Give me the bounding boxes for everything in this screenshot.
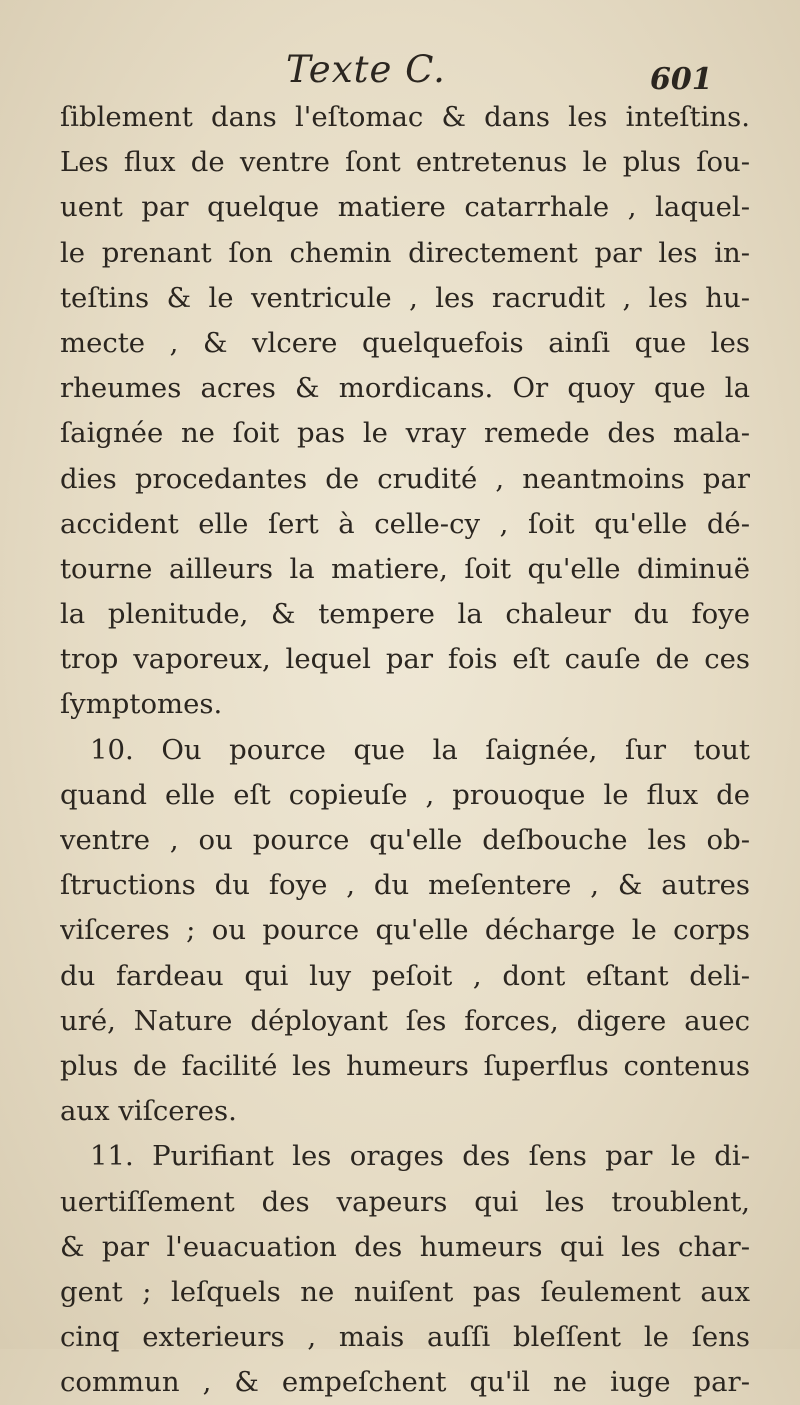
text-line: le prenant ſon chemin directement par les in- xyxy=(60,236,750,269)
text-line: dies procedantes de crudité , neantmoins par xyxy=(60,462,750,495)
text-line: viſceres ; ou pource qu'elle décharge le corps xyxy=(60,914,750,947)
text-line: trop vaporeux, lequel par fois eſt cauſe de ces xyxy=(60,643,750,676)
text-line: ſymptomes. xyxy=(60,688,223,721)
paragraph-start-line: 10. Ou pource que la ſaignée, ſur tout xyxy=(90,733,750,766)
text-line: rheumes acres & mordicans. Or quoy que la xyxy=(60,372,750,405)
text-line: uent par quelque matiere catarrhale , laquel- xyxy=(60,191,750,224)
text-line: gent ; leſquels ne nuiſent pas ſeulement aux xyxy=(60,1275,750,1308)
text-line: tourne ailleurs la matiere, ſoit qu'elle diminuë xyxy=(60,552,750,585)
text-line: plus de facilité les humeurs ſuperflus contenus xyxy=(60,1049,750,1082)
text-line: commun , & empeſchent qu'il ne iuge par- xyxy=(60,1366,750,1399)
text-line: ventre , ou pource qu'elle deſbouche les ob- xyxy=(60,824,750,856)
text-line: accident elle ſert à celle-cy , ſoit qu'elle dé- xyxy=(60,507,750,540)
running-title: Texte C. xyxy=(286,48,446,91)
text-line: mecte , & vlcere quelquefois ainſi que les xyxy=(60,326,750,359)
text-line: Les flux de ventre ſont entretenus le plus ſou- xyxy=(60,146,750,179)
text-line: cinq exterieurs , mais auſſi bleſſent le ſens xyxy=(60,1321,750,1354)
text-line: du fardeau qui luy peſoit , dont eſtant deli- xyxy=(60,959,750,992)
text-line: teſtins & le ventricule , les racrudit , les hu- xyxy=(60,281,750,314)
page-number: 601 xyxy=(650,62,713,97)
paragraph-start-line: 11. Purifiant les orages des ſens par le di- xyxy=(90,1140,750,1173)
text-line: uré, Nature déployant ſes forces, digere auec xyxy=(60,1004,750,1037)
text-line: ſiblement dans l'eſtomac & dans les inteſtins. xyxy=(60,101,750,133)
text-line: & par l'euacuation des humeurs qui les char- xyxy=(60,1230,750,1263)
body-text xyxy=(60,95,750,1405)
text-line: uertiſſement des vapeurs qui les troublent, xyxy=(60,1185,750,1218)
text-line: la plenitude, & tempere la chaleur du foye xyxy=(60,598,750,631)
text-line: aux viſceres. xyxy=(60,1095,237,1128)
text-line: ſaignée ne ſoit pas le vray remede des mala- xyxy=(60,417,750,450)
text-line: quand elle eſt copieuſe , prouoque le flux de xyxy=(60,778,750,811)
text-line: ſtructions du foye , du meſentere , & autres xyxy=(60,869,750,902)
